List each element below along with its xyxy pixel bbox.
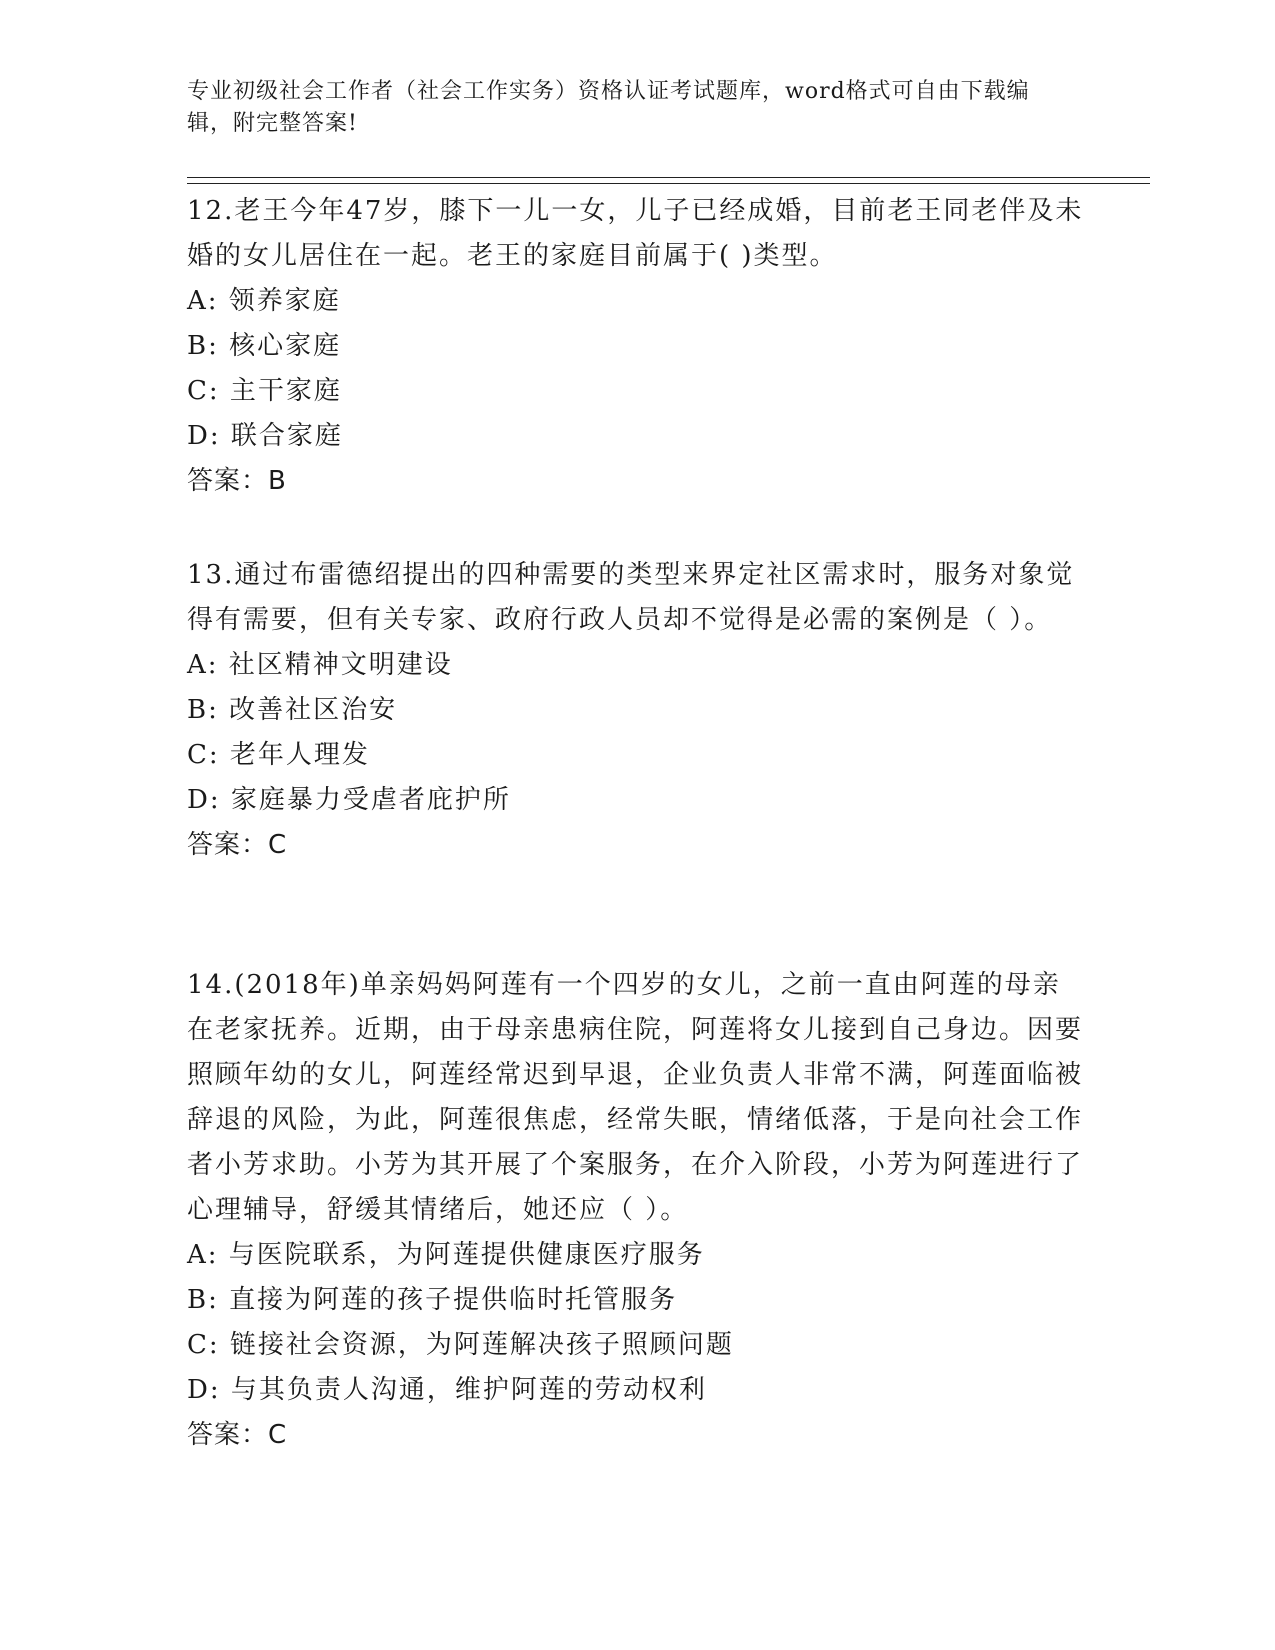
- question-stem: 12.老王今年47岁，膝下一儿一女，儿子已经成婚，目前老王同老伴及未婚的女儿居住在一起。老王的家庭目前属于( )类型。: [187, 196, 1084, 271]
- document-header: 专业初级社会工作者（社会工作实务）资格认证考试题库，word格式可自由下载编辑，附完整答案!: [187, 79, 1030, 136]
- question-stem: 14.(2018年)单亲妈妈阿莲有一个四岁的女儿，之前一直由阿莲的母亲在老家抚养。近期，由于母亲患病住院，阿莲将女儿接到自己身边。因要照顾年幼的女儿，阿莲经常迟到早退，企业负责人非常不满，阿莲面临被辞退的风险，为此，阿莲很焦虑，经常失眠，情绪低落，于是向社会工作者小芳求助。小芳为其开展了个案服务，在介入阶段，小芳为阿莲进行了心理辅导，舒缓其情绪后，她还应（ ）。: [187, 970, 1084, 1225]
- option-c: C: 链接社会资源，为阿莲解决孩子照顾问题: [187, 1330, 734, 1360]
- option-d: D: 联合家庭: [187, 421, 343, 451]
- answer: 答案：C: [187, 1420, 288, 1450]
- question-12: [187, 189, 1087, 504]
- header-divider-top: [187, 177, 1150, 178]
- option-b: B: 直接为阿莲的孩子提供临时托管服务: [187, 1285, 678, 1315]
- option-a: A: 社区精神文明建设: [187, 650, 453, 680]
- answer: 答案：C: [187, 830, 288, 860]
- answer: 答案：B: [187, 466, 287, 496]
- option-a: A: 与医院联系，为阿莲提供健康医疗服务: [187, 1240, 705, 1270]
- option-d: D: 与其负责人沟通，维护阿莲的劳动权利: [187, 1375, 707, 1405]
- option-c: C: 老年人理发: [187, 740, 370, 770]
- question-14: [187, 963, 1087, 1458]
- question-stem: 13.通过布雷德绍提出的四种需要的类型来界定社区需求时，服务对象觉得有需要，但有关专家、政府行政人员却不觉得是必需的案例是（ ）。: [187, 560, 1075, 635]
- option-b: B: 改善社区治安: [187, 695, 398, 725]
- option-a: A: 领养家庭: [187, 286, 341, 316]
- option-b: B: 核心家庭: [187, 331, 342, 361]
- question-13: [187, 553, 1087, 868]
- header-divider-bottom: [187, 183, 1150, 184]
- option-c: C: 主干家庭: [187, 376, 342, 406]
- option-d: D: 家庭暴力受虐者庇护所: [187, 785, 511, 815]
